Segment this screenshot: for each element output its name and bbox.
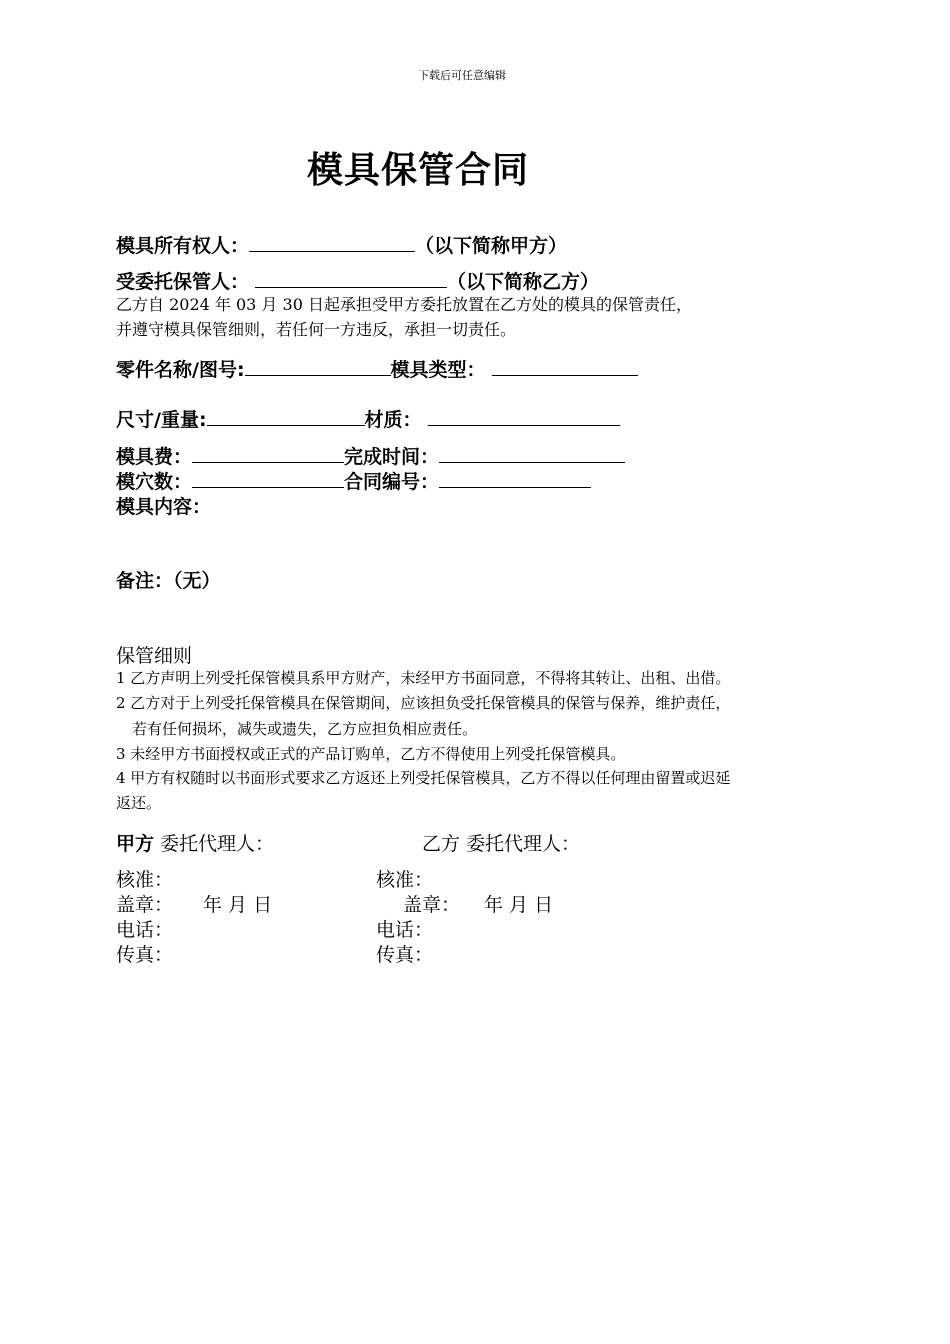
- keeper-blank: [255, 269, 447, 288]
- rule-1: 1 乙方声明上列受托保管模具系甲方财产，未经甲方书面同意，不得将其转让、出租、出借。: [116, 669, 731, 687]
- material-label: 材质：: [364, 409, 422, 431]
- party-a-agent: [116, 829, 274, 856]
- party-b-approve: 核准：: [376, 869, 434, 891]
- keeper-label: 受委托保管人：: [116, 271, 250, 293]
- part-name-label: 零件名称/图号:: [116, 359, 245, 381]
- rule-2-line-2: 若有任何损坏，减失或遗失，乙方应担负相应责任。: [132, 720, 478, 738]
- intro-line-2: 并遵守模具保管细则，若任何一方违反，承担一切责任。: [116, 320, 517, 339]
- mold-type-label: 模具类型：: [390, 359, 486, 381]
- keeper-suffix: （以下简称乙方）: [447, 271, 600, 293]
- rule-4-line-2: 返还。: [116, 794, 162, 812]
- intro-paragraph: [116, 292, 692, 342]
- owner-suffix-post: ）: [548, 235, 568, 257]
- cavities-blank: [192, 469, 344, 488]
- contract-no-label: 合同编号：: [344, 471, 440, 493]
- owner-suffix-party: 甲方: [510, 235, 549, 257]
- party-a-approve: 核准：: [116, 869, 174, 891]
- part-name-blank: [245, 357, 391, 376]
- material-blank: [428, 407, 620, 426]
- mold-type-blank: [492, 357, 638, 376]
- party-b-agent: 乙方 委托代理人：: [422, 833, 581, 855]
- rule-2-line-1: 2 乙方对于上列受托保管模具在保管期间，应该担负受托保管模具的保管与保养，维护责任，: [116, 694, 731, 712]
- header-note: 下载后可任意编辑: [418, 69, 506, 82]
- party-a-phone: 电话：: [116, 919, 174, 941]
- remark: 备注：（无）: [116, 570, 221, 592]
- party-b-date: 年 月 日: [484, 894, 554, 916]
- contract-no-blank: [439, 469, 591, 488]
- finish-time-label: 完成时间：: [344, 446, 440, 468]
- mold-fee-label: 模具费：: [116, 446, 193, 468]
- party-a-agent-label: 委托代理人：: [154, 833, 275, 855]
- party-b-stamp: 盖章：: [403, 894, 461, 916]
- party-a-date: 年 月 日: [203, 894, 273, 916]
- mold-fee-row: [116, 442, 625, 469]
- part-name-row: [116, 355, 638, 382]
- party-a-fax: 传真：: [116, 944, 174, 966]
- owner-suffix-pre: （以下简称: [415, 235, 511, 257]
- party-b-fax: 传真：: [376, 944, 434, 966]
- rule-4-line-1: 4 甲方有权随时以书面形式要求乙方返还上列受托保管模具，乙方不得以任何理由留置或迟延: [116, 769, 731, 787]
- size-weight-label: 尺寸/重量:: [116, 409, 207, 431]
- party-a-name: 甲方: [116, 833, 155, 855]
- intro-line-1: 乙方自 2024 年 03 月 30 日起承担受甲方委托放置在乙方处的模具的保管责任，: [116, 295, 692, 314]
- cavities-label: 模穴数：: [116, 471, 193, 493]
- mold-content-label: 模具内容：: [116, 496, 212, 518]
- finish-time-blank: [439, 444, 625, 463]
- party-a-stamp: 盖章：: [116, 894, 174, 916]
- owner-label: 模具所有权人：: [116, 235, 250, 257]
- rule-3: 3 未经甲方书面授权或正式的产品订购单，乙方不得使用上列受托保管模具。: [116, 745, 626, 763]
- owner-row: [116, 231, 567, 258]
- size-weight-blank: [207, 407, 365, 426]
- page-title: 模具保管合同: [307, 150, 530, 191]
- party-b-phone: 电话：: [376, 919, 434, 941]
- keeper-row: [116, 267, 599, 294]
- rules-title: 保管细则: [116, 645, 193, 667]
- cavities-row: [116, 467, 591, 494]
- mold-fee-blank: [192, 444, 344, 463]
- owner-blank: [249, 233, 415, 252]
- size-weight-row: [116, 405, 620, 432]
